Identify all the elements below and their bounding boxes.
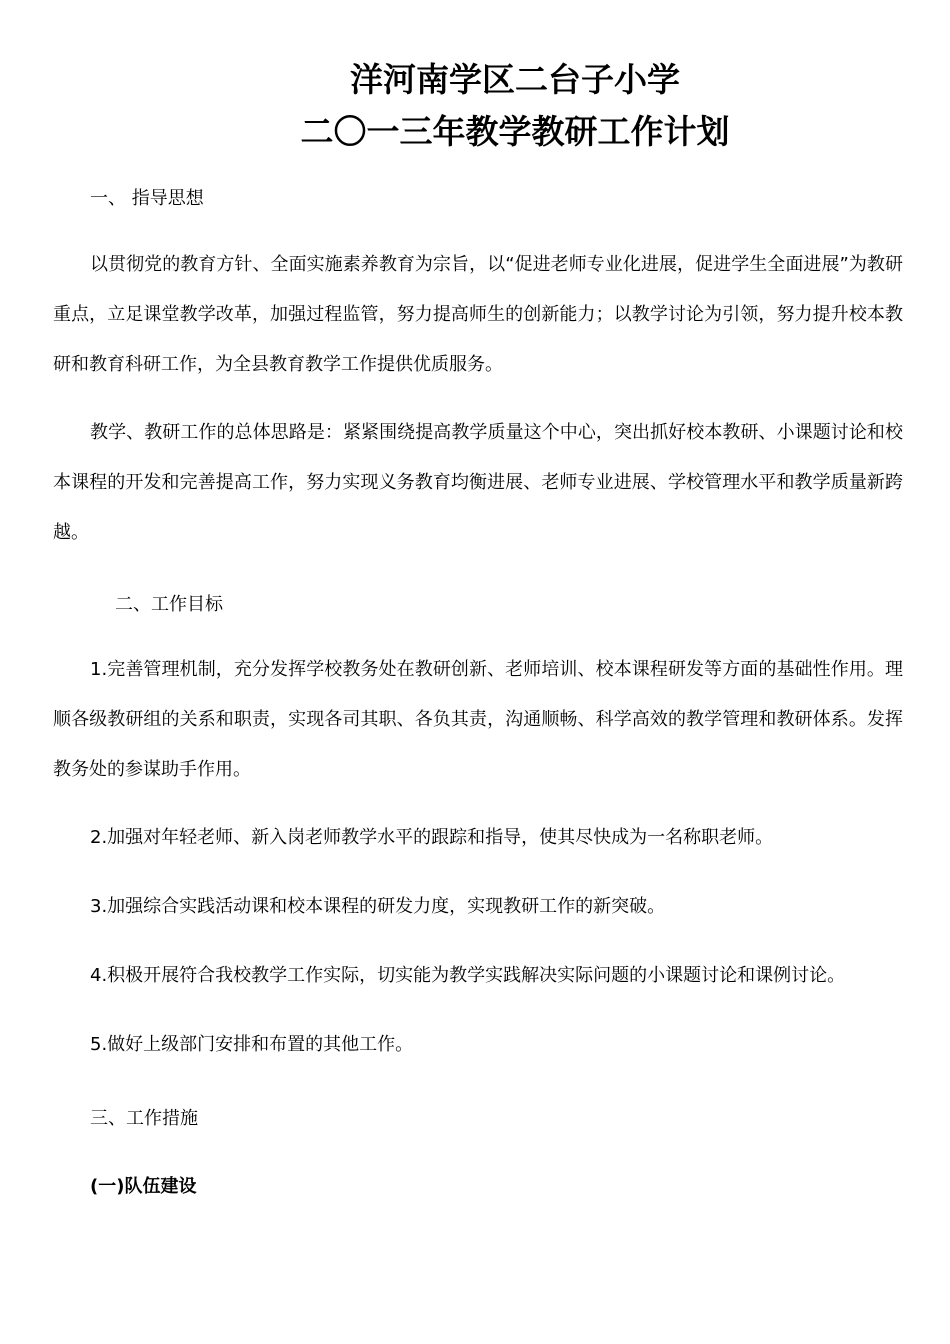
- goal-item-5: 5.做好上级部门安排和布置的其他工作。: [90, 1034, 414, 1055]
- goal-item-2: 2.加强对年轻老师、新入岗老师教学水平的跟踪和指导，使其尽快成为一名称职老师。: [90, 827, 774, 848]
- document-title-line2: 二〇一三年教学教研工作计划: [300, 112, 730, 151]
- paragraph-overall-approach: 教学、教研工作的总体思路是：紧紧围绕提高教学质量这个中心，突出抓好校本教研、小课题讨论和校本课程的开发和完善提高工作，努力实现义务教育均衡进展、老师专业进展、学校管理水平和教学质量新跨越。: [53, 422, 903, 543]
- paragraph-guiding-ideology: 以贯彻党的教育方针、全面实施素养教育为宗旨，以“促进老师专业化进展，促进学生全面进展”为教研重点，立足课堂教学改革，加强过程监管，努力提高师生的创新能力；以教学讨论为引领，努力提升校本教研和教育科研工作，为全县教育教学工作提供优质服务。: [53, 254, 903, 375]
- section-heading-work-goals: 二、工作目标: [115, 594, 223, 615]
- goal-item-3: 3.加强综合实践活动课和校本课程的研发力度，实现教研工作的新突破。: [90, 896, 666, 917]
- section-heading-guiding-ideology: 一、 指导思想: [90, 188, 204, 209]
- goal-item-4: 4.积极开展符合我校教学工作实际，切实能为教学实践解决实际问题的小课题讨论和课例讨论。: [90, 965, 846, 986]
- document-title-line1: 洋河南学区二台子小学: [350, 60, 680, 99]
- goal-item-1: 1.完善管理机制，充分发挥学校教务处在教研创新、老师培训、校本课程研发等方面的基础性作用。理顺各级教研组的关系和职责，实现各司其职、各负其责，沟通顺畅、科学高效的教学管理和教研体系。发挥教务处的参谋助手作用。: [53, 659, 903, 780]
- section-heading-work-measures: 三、工作措施: [90, 1108, 198, 1129]
- subsection-heading-team-building: (一)队伍建设: [90, 1176, 197, 1197]
